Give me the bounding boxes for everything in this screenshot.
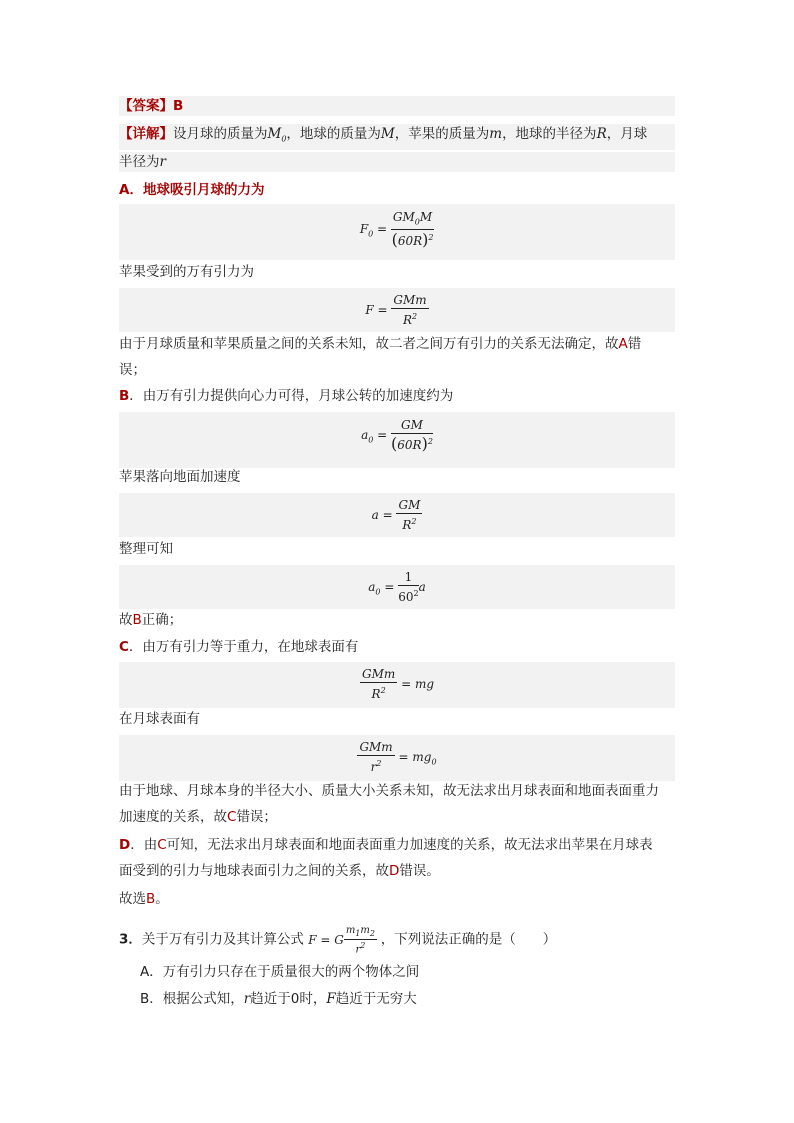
answer-label: 【答案】B (119, 98, 184, 114)
final-answer-line: 故选B。 (119, 891, 169, 907)
equation-moon-gravity: $\frac{\text{GMm}}{r^2}$ = $mg_0$ (119, 735, 675, 781)
option-a[interactable]: A．万有引力只存在于质量很大的两个物体之间 (140, 964, 420, 980)
section-d-line-2: 面受到的引力与地球表面引力之间的关系，故D错误。 (119, 863, 440, 879)
question-formula: F = G $\frac{m_1m_2}{r^2}$ (308, 925, 375, 956)
answer-line (119, 96, 675, 116)
equation-a: a = $\frac{GM}{R^2}$ (119, 493, 675, 537)
section-a-intro: A．地球吸引月球的力为 (119, 182, 265, 198)
equation-a0: $a_0$ = $\frac{GM}{(60R)^2}$ (119, 412, 675, 468)
section-c-intro: C．由万有引力等于重力，在地球表面有 (119, 639, 359, 655)
equation-f: F = $\frac{\text{GMm}}{R^2}$ (119, 288, 675, 332)
question-number: 3． (119, 931, 142, 948)
equation-earth-gravity: $\frac{\text{GMm}}{R^2}$ = mg (119, 662, 675, 708)
organize-line: 整理可知 (119, 541, 173, 557)
option-b[interactable]: B．根据公式知，r趋近于0时，F趋近于无穷大 (140, 991, 417, 1007)
question-3: 3．关于万有引力及其计算公式 F = G $\frac{m_1m_2}{r^2}$ ，下列说法正确的是（ ） (119, 925, 557, 956)
apple-accel-line: 苹果落向地面加速度 (119, 469, 241, 485)
detail-line-2: 半径为r (119, 152, 675, 172)
a-conclusion-line-2: 误； (119, 362, 146, 378)
apple-force-line: 苹果受到的万有引力为 (119, 264, 254, 280)
c-conclusion-line-2: 加速度的关系，故C错误； (119, 809, 277, 825)
c-conclusion-line-1: 由于地球、月球本身的半径大小、质量大小关系未知，故无法求出月球表面和地面表面重力 (119, 783, 659, 799)
a-conclusion-line-1: 由于月球质量和苹果质量之间的关系未知，故二者之间万有引力的关系无法确定，故A错 (119, 336, 642, 352)
detail-line-1: 【详解】设月球的质量为$M_0$，地球的质量为M，苹果的质量为m，地球的半径为R，月球 (119, 124, 675, 150)
equation-a0-relation: $a_0$ = $\frac{1}{60^2}$ a (119, 565, 675, 609)
section-b-intro: B．由万有引力提供向心力可得，月球公转的加速度约为 (119, 388, 454, 404)
b-conclusion-line: 故B正确； (119, 612, 183, 628)
equation-f0: $F_0$ = $\frac{GM_0M}{(60R)^2}$ (119, 204, 675, 260)
moon-surface-line: 在月球表面有 (119, 711, 200, 727)
section-d-line-1: D．由C可知，无法求出月球表面和地面表面重力加速度的关系，故无法求出苹果在月球表 (119, 837, 653, 853)
detail-label: 【详解】 (119, 126, 173, 142)
